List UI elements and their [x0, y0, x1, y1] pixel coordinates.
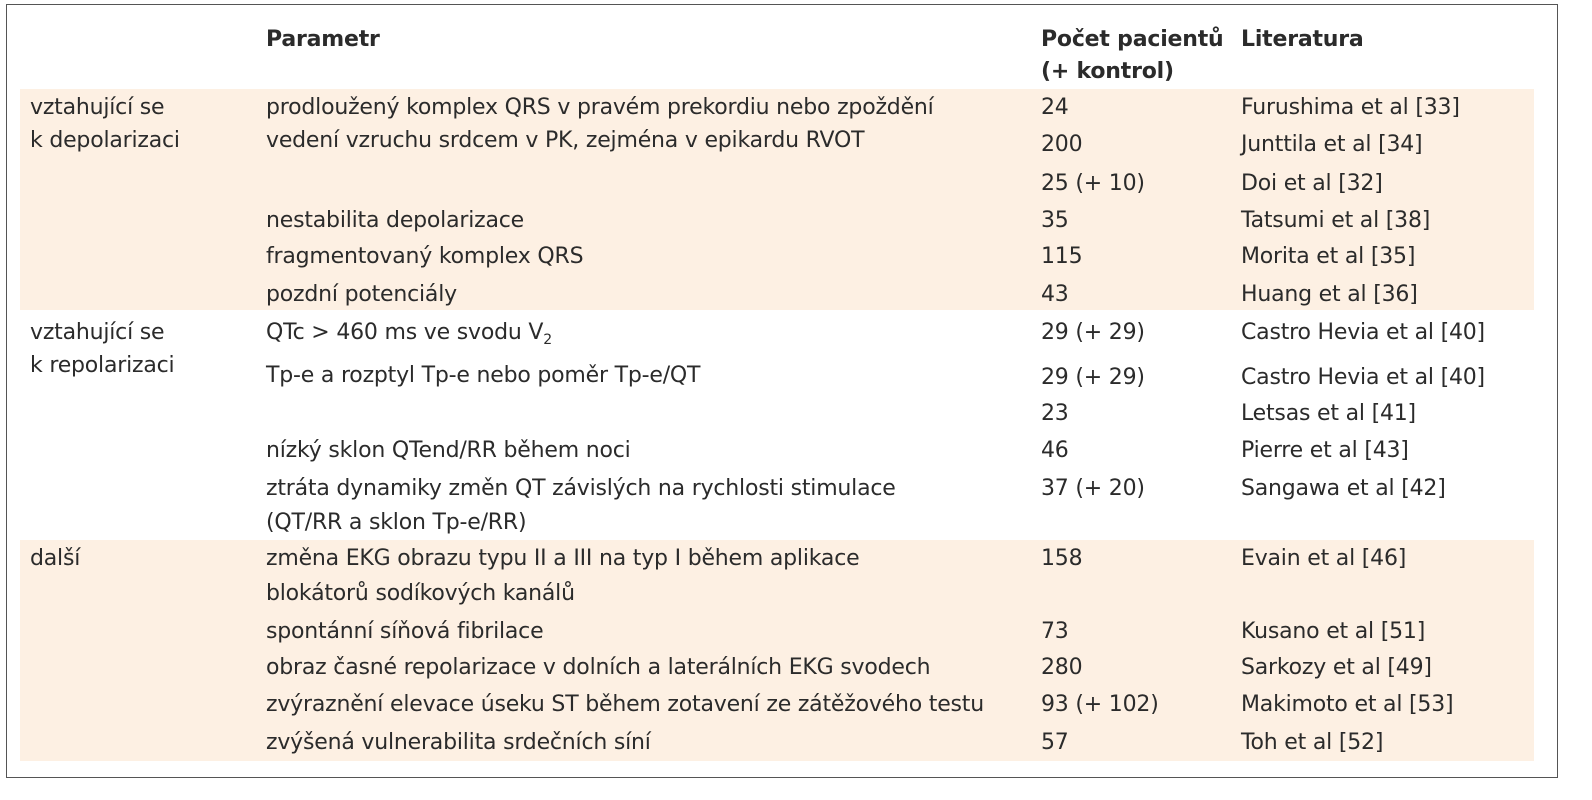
header-literatura: Literatura: [1241, 27, 1364, 52]
row-count: 24: [1041, 95, 1069, 120]
row-literature: Kusano et al [51]: [1241, 619, 1426, 644]
header-pocet-line1: Počet pacientů: [1041, 27, 1224, 52]
row-literature: Morita et al [35]: [1241, 244, 1416, 269]
group-label: další: [30, 546, 81, 571]
row-param: pozdní potenciály: [266, 282, 457, 307]
row-param: fragmentovaný komplex QRS: [266, 244, 584, 269]
row-literature: Doi et al [32]: [1241, 171, 1383, 196]
row-count: 158: [1041, 546, 1083, 571]
row-count: 29 (+ 29): [1041, 365, 1145, 390]
row-count: 43: [1041, 282, 1069, 307]
row-literature: Letsas et al [41]: [1241, 401, 1416, 426]
row-count: 23: [1041, 401, 1069, 426]
group-label: vztahující se: [30, 320, 165, 345]
row-count: 25 (+ 10): [1041, 171, 1145, 196]
header-pocet-line2: (+ kontrol): [1041, 59, 1174, 84]
row-param: prodloužený komplex QRS v pravém prekordiu nebo zpoždění: [266, 95, 934, 120]
row-count: 73: [1041, 619, 1069, 644]
row-param-line2: (QT/RR a sklon Tp-e/RR): [266, 510, 527, 535]
row-param-subscript: 2: [543, 332, 552, 348]
row-literature: Pierre et al [43]: [1241, 438, 1409, 463]
row-param: zvýraznění elevace úseku ST během zotavení ze zátěžového testu: [266, 692, 984, 717]
row-param: vedení vzruchu srdcem v PK, zejména v epikardu RVOT: [266, 128, 865, 153]
row-literature: Toh et al [52]: [1241, 730, 1384, 755]
row-count: 35: [1041, 208, 1069, 233]
row-param: Tp-e a rozptyl Tp-e nebo poměr Tp-e/QT: [266, 363, 701, 388]
row-count: 57: [1041, 730, 1069, 755]
row-param-text: QTc > 460 ms ve svodu V: [266, 320, 544, 345]
row-count: 280: [1041, 655, 1083, 680]
row-param: nestabilita depolarizace: [266, 208, 524, 233]
row-param: ztráta dynamiky změn QT závislých na rychlosti stimulace: [266, 476, 896, 501]
row-literature: Furushima et al [33]: [1241, 95, 1460, 120]
group-band-depolarization: [20, 89, 1534, 310]
row-param: změna EKG obrazu typu II a III na typ I během aplikace: [266, 546, 860, 571]
row-literature: Sangawa et al [42]: [1241, 476, 1446, 501]
row-literature: Makimoto et al [53]: [1241, 692, 1454, 717]
row-count: 29 (+ 29): [1041, 320, 1145, 345]
row-count: 46: [1041, 438, 1069, 463]
row-count: 37 (+ 20): [1041, 476, 1145, 501]
row-literature: Sarkozy et al [49]: [1241, 655, 1432, 680]
group-label: k depolarizaci: [30, 128, 180, 153]
row-param: obraz časné repolarizace v dolních a laterálních EKG svodech: [266, 655, 931, 680]
row-count: 93 (+ 102): [1041, 692, 1159, 717]
row-literature: Huang et al [36]: [1241, 282, 1418, 307]
header-parametr: Parametr: [266, 27, 380, 52]
row-param: spontánní síňová fibrilace: [266, 619, 544, 644]
row-literature: Junttila et al [34]: [1241, 132, 1423, 157]
row-count: 200: [1041, 132, 1083, 157]
row-literature: Castro Hevia et al [40]: [1241, 365, 1485, 390]
group-band-other: [20, 540, 1534, 761]
row-param: zvýšená vulnerabilita srdečních síní: [266, 730, 651, 755]
row-param-line2: blokátorů sodíkových kanálů: [266, 581, 575, 606]
group-label: vztahující se: [30, 95, 165, 120]
group-label: k repolarizaci: [30, 353, 175, 378]
row-param: nízký sklon QTend/RR během noci: [266, 438, 631, 463]
row-count: 115: [1041, 244, 1083, 269]
row-literature: Evain et al [46]: [1241, 546, 1407, 571]
row-param: [266, 320, 552, 346]
row-literature: Tatsumi et al [38]: [1241, 208, 1431, 233]
row-literature: Castro Hevia et al [40]: [1241, 320, 1485, 345]
